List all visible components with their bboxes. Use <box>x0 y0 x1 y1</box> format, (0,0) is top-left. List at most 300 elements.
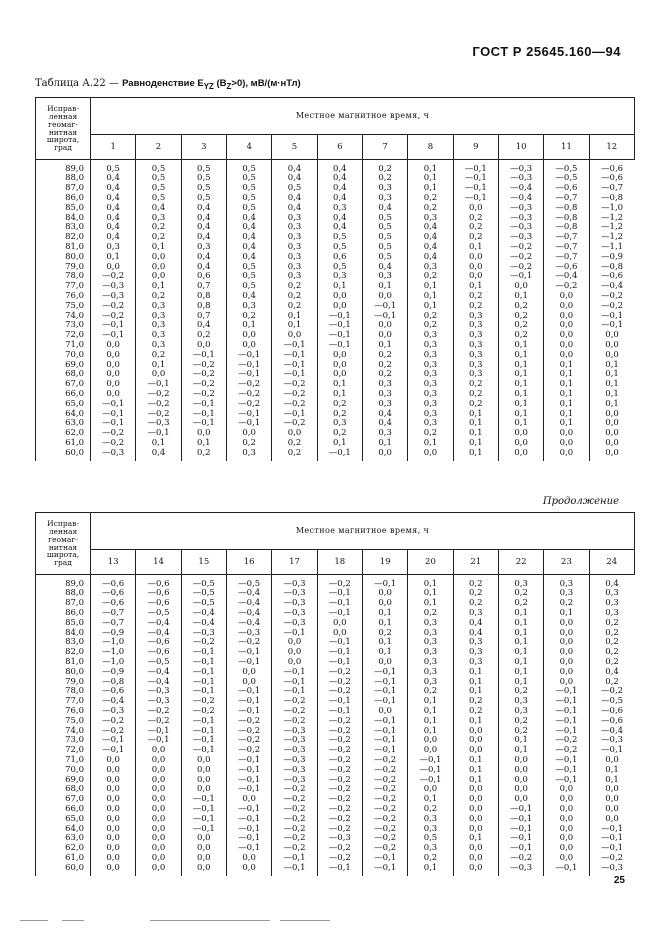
value-cell: —0,2 <box>317 746 362 756</box>
value-cell: 0,0 <box>453 736 498 746</box>
value-cell: —0,1 <box>181 726 226 736</box>
value-cell: 0,5 <box>408 834 453 844</box>
value-cell: 0,0 <box>453 746 498 756</box>
value-cell: —0,4 <box>181 608 226 618</box>
value-cell: —0,2 <box>272 706 317 716</box>
value-cell: 0,4 <box>362 203 407 213</box>
hour-header: 11 <box>544 135 589 160</box>
hour-header: 12 <box>589 135 634 160</box>
value-cell: 0,0 <box>181 755 226 765</box>
value-cell: 0,0 <box>589 804 634 814</box>
value-cell: 0,0 <box>91 262 136 272</box>
value-cell: —1,0 <box>91 638 136 648</box>
value-cell: —0,3 <box>226 628 271 638</box>
value-cell: 0,0 <box>498 775 543 785</box>
value-cell: —0,6 <box>589 174 634 184</box>
value-cell: 0,1 <box>498 648 543 658</box>
table-row <box>36 834 635 844</box>
latitude-cell: 64,0 <box>36 409 91 419</box>
value-cell: 0,2 <box>498 311 543 321</box>
value-cell: —0,1 <box>589 844 634 854</box>
value-cell: —0,5 <box>181 599 226 609</box>
value-cell: 0,0 <box>317 370 362 380</box>
latitude-cell: 79,0 <box>36 262 91 272</box>
value-cell: 0,0 <box>544 618 589 628</box>
table-row <box>36 706 635 716</box>
value-cell: —0,1 <box>544 706 589 716</box>
latitude-cell: 73,0 <box>36 321 91 331</box>
value-cell: —0,2 <box>317 775 362 785</box>
value-cell: 0,5 <box>226 174 271 184</box>
value-cell: 0,0 <box>589 409 634 419</box>
value-cell: —0,3 <box>317 834 362 844</box>
value-cell: 0,0 <box>181 834 226 844</box>
latitude-cell: 62,0 <box>36 429 91 439</box>
value-cell: 0,0 <box>498 785 543 795</box>
value-cell: 0,4 <box>181 233 226 243</box>
value-cell: —0,5 <box>589 697 634 707</box>
value-cell: —0,1 <box>362 863 407 876</box>
value-cell: 0,0 <box>136 824 181 834</box>
value-cell: 0,1 <box>453 834 498 844</box>
value-cell: 0,4 <box>317 213 362 223</box>
value-cell: 0,0 <box>317 360 362 370</box>
value-cell: 0,1 <box>498 638 543 648</box>
value-cell: —0,2 <box>226 638 271 648</box>
value-cell: —0,1 <box>181 716 226 726</box>
hour-header: 17 <box>272 550 317 575</box>
value-cell: 0,2 <box>136 350 181 360</box>
value-cell: —0,1 <box>226 687 271 697</box>
value-cell: 0,0 <box>589 814 634 824</box>
value-cell: 0,0 <box>589 429 634 439</box>
latitude-cell: 83,0 <box>36 638 91 648</box>
value-cell: —0,2 <box>272 844 317 854</box>
value-cell: 0,1 <box>453 667 498 677</box>
value-cell: —0,1 <box>272 628 317 638</box>
value-cell: 0,0 <box>544 638 589 648</box>
table-row <box>36 638 635 648</box>
value-cell: —0,3 <box>589 736 634 746</box>
value-cell: 0,5 <box>136 174 181 184</box>
value-cell: —0,2 <box>272 389 317 399</box>
value-cell: —0,1 <box>317 311 362 321</box>
value-cell: 0,0 <box>544 628 589 638</box>
value-cell: 0,1 <box>136 282 181 292</box>
value-cell: 0,2 <box>362 628 407 638</box>
latitude-cell: 77,0 <box>36 697 91 707</box>
value-cell: 0,1 <box>589 775 634 785</box>
value-cell: 0,0 <box>589 419 634 429</box>
hour-header: 8 <box>408 135 453 160</box>
latitude-cell: 61,0 <box>36 853 91 863</box>
value-cell: 0,1 <box>408 282 453 292</box>
value-cell: 0,2 <box>408 429 453 439</box>
latitude-cell: 64,0 <box>36 824 91 834</box>
value-cell: 0,3 <box>408 824 453 834</box>
latitude-cell: 72,0 <box>36 331 91 341</box>
latitude-cell: 75,0 <box>36 716 91 726</box>
table-row <box>36 389 635 399</box>
value-cell: —0,2 <box>272 785 317 795</box>
value-cell: 0,3 <box>226 301 271 311</box>
value-cell: 0,2 <box>408 853 453 863</box>
value-cell: 0,0 <box>544 311 589 321</box>
value-cell: —0,3 <box>181 628 226 638</box>
value-cell: 0,0 <box>544 331 589 341</box>
value-cell: —0,2 <box>272 716 317 726</box>
footer-rule <box>280 920 330 921</box>
value-cell: —0,1 <box>272 340 317 350</box>
value-cell: 0,0 <box>91 795 136 805</box>
value-cell: 0,3 <box>453 370 498 380</box>
value-cell: 0,0 <box>453 804 498 814</box>
value-cell: 0,1 <box>408 795 453 805</box>
value-cell: 0,2 <box>136 223 181 233</box>
value-cell: 0,5 <box>136 184 181 194</box>
value-cell: 0,0 <box>544 448 589 461</box>
value-cell: 0,3 <box>408 844 453 854</box>
table-row <box>36 399 635 409</box>
value-cell: 0,0 <box>91 360 136 370</box>
value-cell: —0,2 <box>272 834 317 844</box>
value-cell: 0,1 <box>362 340 407 350</box>
value-cell: 0,5 <box>226 160 271 174</box>
value-cell: —0,1 <box>589 321 634 331</box>
table-row <box>36 589 635 599</box>
value-cell: 0,0 <box>453 844 498 854</box>
value-cell: 0,3 <box>408 331 453 341</box>
value-cell: 0,4 <box>408 242 453 252</box>
value-cell: 0,3 <box>408 360 453 370</box>
value-cell: —0,1 <box>181 350 226 360</box>
value-cell: 0,2 <box>498 321 543 331</box>
hour-header: 15 <box>181 550 226 575</box>
value-cell: 0,4 <box>226 223 271 233</box>
table-row <box>36 203 635 213</box>
value-cell: —0,2 <box>317 844 362 854</box>
value-cell: —0,1 <box>317 638 362 648</box>
value-cell: —0,1 <box>226 834 271 844</box>
value-cell: —0,1 <box>226 844 271 854</box>
footer-rule <box>150 920 270 921</box>
value-cell: 0,0 <box>453 272 498 282</box>
value-cell: 0,3 <box>136 311 181 321</box>
value-cell: 0,2 <box>408 193 453 203</box>
value-cell: 0,0 <box>453 814 498 824</box>
value-cell: 0,4 <box>362 419 407 429</box>
value-cell: 0,0 <box>544 804 589 814</box>
value-cell: 0,5 <box>362 223 407 233</box>
value-cell: 0,1 <box>408 160 453 174</box>
value-cell: 0,1 <box>408 589 453 599</box>
value-cell: 0,0 <box>136 775 181 785</box>
value-cell: 0,3 <box>453 648 498 658</box>
table-row <box>36 380 635 390</box>
value-cell: 0,1 <box>272 311 317 321</box>
table-row <box>36 804 635 814</box>
value-cell: —0,1 <box>453 184 498 194</box>
value-cell: 0,4 <box>272 203 317 213</box>
value-cell: 0,2 <box>544 599 589 609</box>
value-cell: 0,3 <box>91 242 136 252</box>
value-cell: 0,0 <box>544 677 589 687</box>
value-cell: 0,1 <box>589 360 634 370</box>
table-row <box>36 853 635 863</box>
value-cell: —0,4 <box>226 589 271 599</box>
latitude-cell: 70,0 <box>36 765 91 775</box>
value-cell: —0,1 <box>181 648 226 658</box>
value-cell: 0,0 <box>544 648 589 658</box>
value-cell: —0,1 <box>498 824 543 834</box>
value-cell: —0,7 <box>589 184 634 194</box>
value-cell: 0,3 <box>498 697 543 707</box>
value-cell: 0,3 <box>408 213 453 223</box>
value-cell: 0,1 <box>453 687 498 697</box>
value-cell: —0,1 <box>226 657 271 667</box>
value-cell: —0,1 <box>272 863 317 876</box>
footer-rule <box>62 920 84 921</box>
value-cell: 0,0 <box>181 340 226 350</box>
value-cell: —0,2 <box>498 252 543 262</box>
value-cell: 0,1 <box>453 755 498 765</box>
value-cell: —0,2 <box>136 399 181 409</box>
value-cell: 0,3 <box>408 399 453 409</box>
value-cell: 0,4 <box>317 160 362 174</box>
value-cell: —0,2 <box>181 706 226 716</box>
value-cell: 0,3 <box>136 331 181 341</box>
value-cell: 0,3 <box>408 648 453 658</box>
value-cell: 0,0 <box>544 350 589 360</box>
table-row <box>36 272 635 282</box>
latitude-cell: 88,0 <box>36 174 91 184</box>
hour-header: 18 <box>317 550 362 575</box>
hour-header: 14 <box>136 550 181 575</box>
value-cell: —0,3 <box>272 736 317 746</box>
latitude-cell: 85,0 <box>36 618 91 628</box>
value-cell: —0,8 <box>544 223 589 233</box>
value-cell: 0,1 <box>544 370 589 380</box>
value-cell: —0,2 <box>544 746 589 756</box>
value-cell: —0,1 <box>136 380 181 390</box>
latitude-cell: 65,0 <box>36 399 91 409</box>
value-cell: 0,7 <box>181 282 226 292</box>
value-cell: 0,1 <box>453 409 498 419</box>
value-cell: —0,1 <box>498 814 543 824</box>
value-cell: 0,0 <box>408 736 453 746</box>
value-cell: 0,0 <box>544 321 589 331</box>
hour-header: 5 <box>272 135 317 160</box>
value-cell: —0,5 <box>181 589 226 599</box>
value-cell: 0,2 <box>136 233 181 243</box>
value-cell: —0,4 <box>136 667 181 677</box>
value-cell: 0,4 <box>91 193 136 203</box>
value-cell: —0,1 <box>362 677 407 687</box>
value-cell: 0,0 <box>91 765 136 775</box>
value-cell: 0,4 <box>181 223 226 233</box>
value-cell: 0,2 <box>498 599 543 609</box>
value-cell: 0,3 <box>136 321 181 331</box>
value-cell: —0,1 <box>453 160 498 174</box>
table-row <box>36 863 635 876</box>
value-cell: 0,4 <box>589 667 634 677</box>
table-row <box>36 716 635 726</box>
value-cell: 0,3 <box>408 638 453 648</box>
value-cell: 0,5 <box>181 184 226 194</box>
value-cell: —1,2 <box>589 233 634 243</box>
latitude-cell: 81,0 <box>36 242 91 252</box>
value-cell: 0,1 <box>136 360 181 370</box>
value-cell: 0,3 <box>226 448 271 461</box>
value-cell: —0,1 <box>362 575 407 589</box>
value-cell: —0,2 <box>498 853 543 863</box>
value-cell: —0,3 <box>589 863 634 876</box>
value-cell: 0,3 <box>272 242 317 252</box>
latitude-cell: 67,0 <box>36 795 91 805</box>
value-cell: —0,2 <box>317 667 362 677</box>
value-cell: —0,2 <box>181 638 226 648</box>
value-cell: 0,1 <box>453 677 498 687</box>
value-cell: —0,1 <box>498 272 543 282</box>
table-row <box>36 213 635 223</box>
table-row <box>36 736 635 746</box>
value-cell: —0,1 <box>272 677 317 687</box>
value-cell: —0,1 <box>181 687 226 697</box>
value-cell: —1,1 <box>589 242 634 252</box>
value-cell: 0,0 <box>362 706 407 716</box>
value-cell: 0,4 <box>362 262 407 272</box>
value-cell: 0,4 <box>91 233 136 243</box>
value-cell: 0,5 <box>181 193 226 203</box>
value-cell: 0,0 <box>91 844 136 854</box>
caption-title-units: >0), мВ/(м·нТл) <box>231 78 301 89</box>
value-cell: 0,0 <box>362 599 407 609</box>
value-cell: —0,2 <box>91 272 136 282</box>
value-cell: —0,4 <box>226 618 271 628</box>
value-cell: —0,2 <box>272 419 317 429</box>
latitude-cell: 62,0 <box>36 844 91 854</box>
value-cell: 0,1 <box>544 409 589 419</box>
value-cell: 0,1 <box>362 282 407 292</box>
value-cell: 0,1 <box>408 575 453 589</box>
value-cell: 0,0 <box>226 667 271 677</box>
value-cell: 0,1 <box>498 340 543 350</box>
value-cell: 0,5 <box>317 242 362 252</box>
value-cell: —0,7 <box>91 608 136 618</box>
value-cell: 0,3 <box>362 399 407 409</box>
value-cell: 0,2 <box>408 687 453 697</box>
value-cell: 0,3 <box>272 213 317 223</box>
value-cell: —0,1 <box>91 419 136 429</box>
value-cell: 0,1 <box>498 399 543 409</box>
value-cell: 0,0 <box>544 301 589 311</box>
hour-header: 22 <box>498 550 543 575</box>
table-row <box>36 746 635 756</box>
value-cell: 0,4 <box>453 618 498 628</box>
hour-header: 16 <box>226 550 271 575</box>
table-row <box>36 697 635 707</box>
value-cell: —0,2 <box>226 736 271 746</box>
value-cell: —0,1 <box>317 706 362 716</box>
table-row <box>36 814 635 824</box>
value-cell: 0,1 <box>317 282 362 292</box>
value-cell: —0,2 <box>362 814 407 824</box>
value-cell: 0,0 <box>408 785 453 795</box>
value-cell: 0,2 <box>498 726 543 736</box>
value-cell: —0,1 <box>91 746 136 756</box>
value-cell: 0,0 <box>362 589 407 599</box>
value-cell: —0,3 <box>91 448 136 461</box>
latitude-cell: 63,0 <box>36 834 91 844</box>
value-cell: —0,2 <box>272 697 317 707</box>
value-cell: 0,0 <box>589 438 634 448</box>
value-cell: 0,0 <box>453 863 498 876</box>
value-cell: 0,0 <box>272 429 317 439</box>
value-cell: 0,1 <box>136 242 181 252</box>
value-cell: —0,2 <box>181 697 226 707</box>
value-cell: 0,4 <box>181 262 226 272</box>
value-cell: —0,1 <box>544 687 589 697</box>
value-cell: 0,0 <box>589 785 634 795</box>
caption-title-main: Равноденствие E <box>122 78 204 89</box>
value-cell: 0,2 <box>272 448 317 461</box>
latitude-cell: 66,0 <box>36 389 91 399</box>
value-cell: 0,0 <box>136 785 181 795</box>
value-cell: 0,5 <box>317 262 362 272</box>
value-cell: 0,0 <box>272 657 317 667</box>
value-cell: 0,5 <box>91 160 136 174</box>
value-cell: —0,2 <box>91 301 136 311</box>
value-cell: 0,4 <box>408 233 453 243</box>
page-number: 25 <box>613 875 625 886</box>
latitude-cell: 61,0 <box>36 438 91 448</box>
value-cell: 0,2 <box>317 409 362 419</box>
latitude-cell: 86,0 <box>36 193 91 203</box>
latitude-cell: 82,0 <box>36 233 91 243</box>
value-cell: 0,0 <box>136 834 181 844</box>
value-cell: 0,2 <box>453 380 498 390</box>
table-row <box>36 726 635 736</box>
value-cell: —0,1 <box>317 448 362 461</box>
value-cell: 0,1 <box>544 380 589 390</box>
value-cell: 0,0 <box>453 262 498 272</box>
value-cell: —0,7 <box>544 252 589 262</box>
value-cell: 0,3 <box>362 272 407 282</box>
value-cell: —0,1 <box>589 311 634 321</box>
value-cell: 0,4 <box>317 223 362 233</box>
value-cell: —0,1 <box>589 834 634 844</box>
value-cell: 0,1 <box>498 409 543 419</box>
value-cell: —0,2 <box>317 765 362 775</box>
value-cell: —0,2 <box>91 429 136 439</box>
value-cell: 0,0 <box>91 380 136 390</box>
value-cell: —0,2 <box>498 242 543 252</box>
value-cell: 0,3 <box>408 814 453 824</box>
value-cell: —0,1 <box>408 755 453 765</box>
latitude-header: Исправ- ленная геомаг- нитная широта, град <box>36 513 91 575</box>
latitude-cell: 71,0 <box>36 340 91 350</box>
value-cell: —0,1 <box>226 419 271 429</box>
value-cell: 0,0 <box>91 340 136 350</box>
value-cell: 0,1 <box>362 648 407 658</box>
value-cell: —0,3 <box>91 706 136 716</box>
value-cell: 0,0 <box>453 726 498 736</box>
value-cell: —0,4 <box>136 628 181 638</box>
latitude-cell: 72,0 <box>36 746 91 756</box>
value-cell: 0,3 <box>408 419 453 429</box>
value-cell: 0,0 <box>181 863 226 876</box>
value-cell: 0,2 <box>226 311 271 321</box>
